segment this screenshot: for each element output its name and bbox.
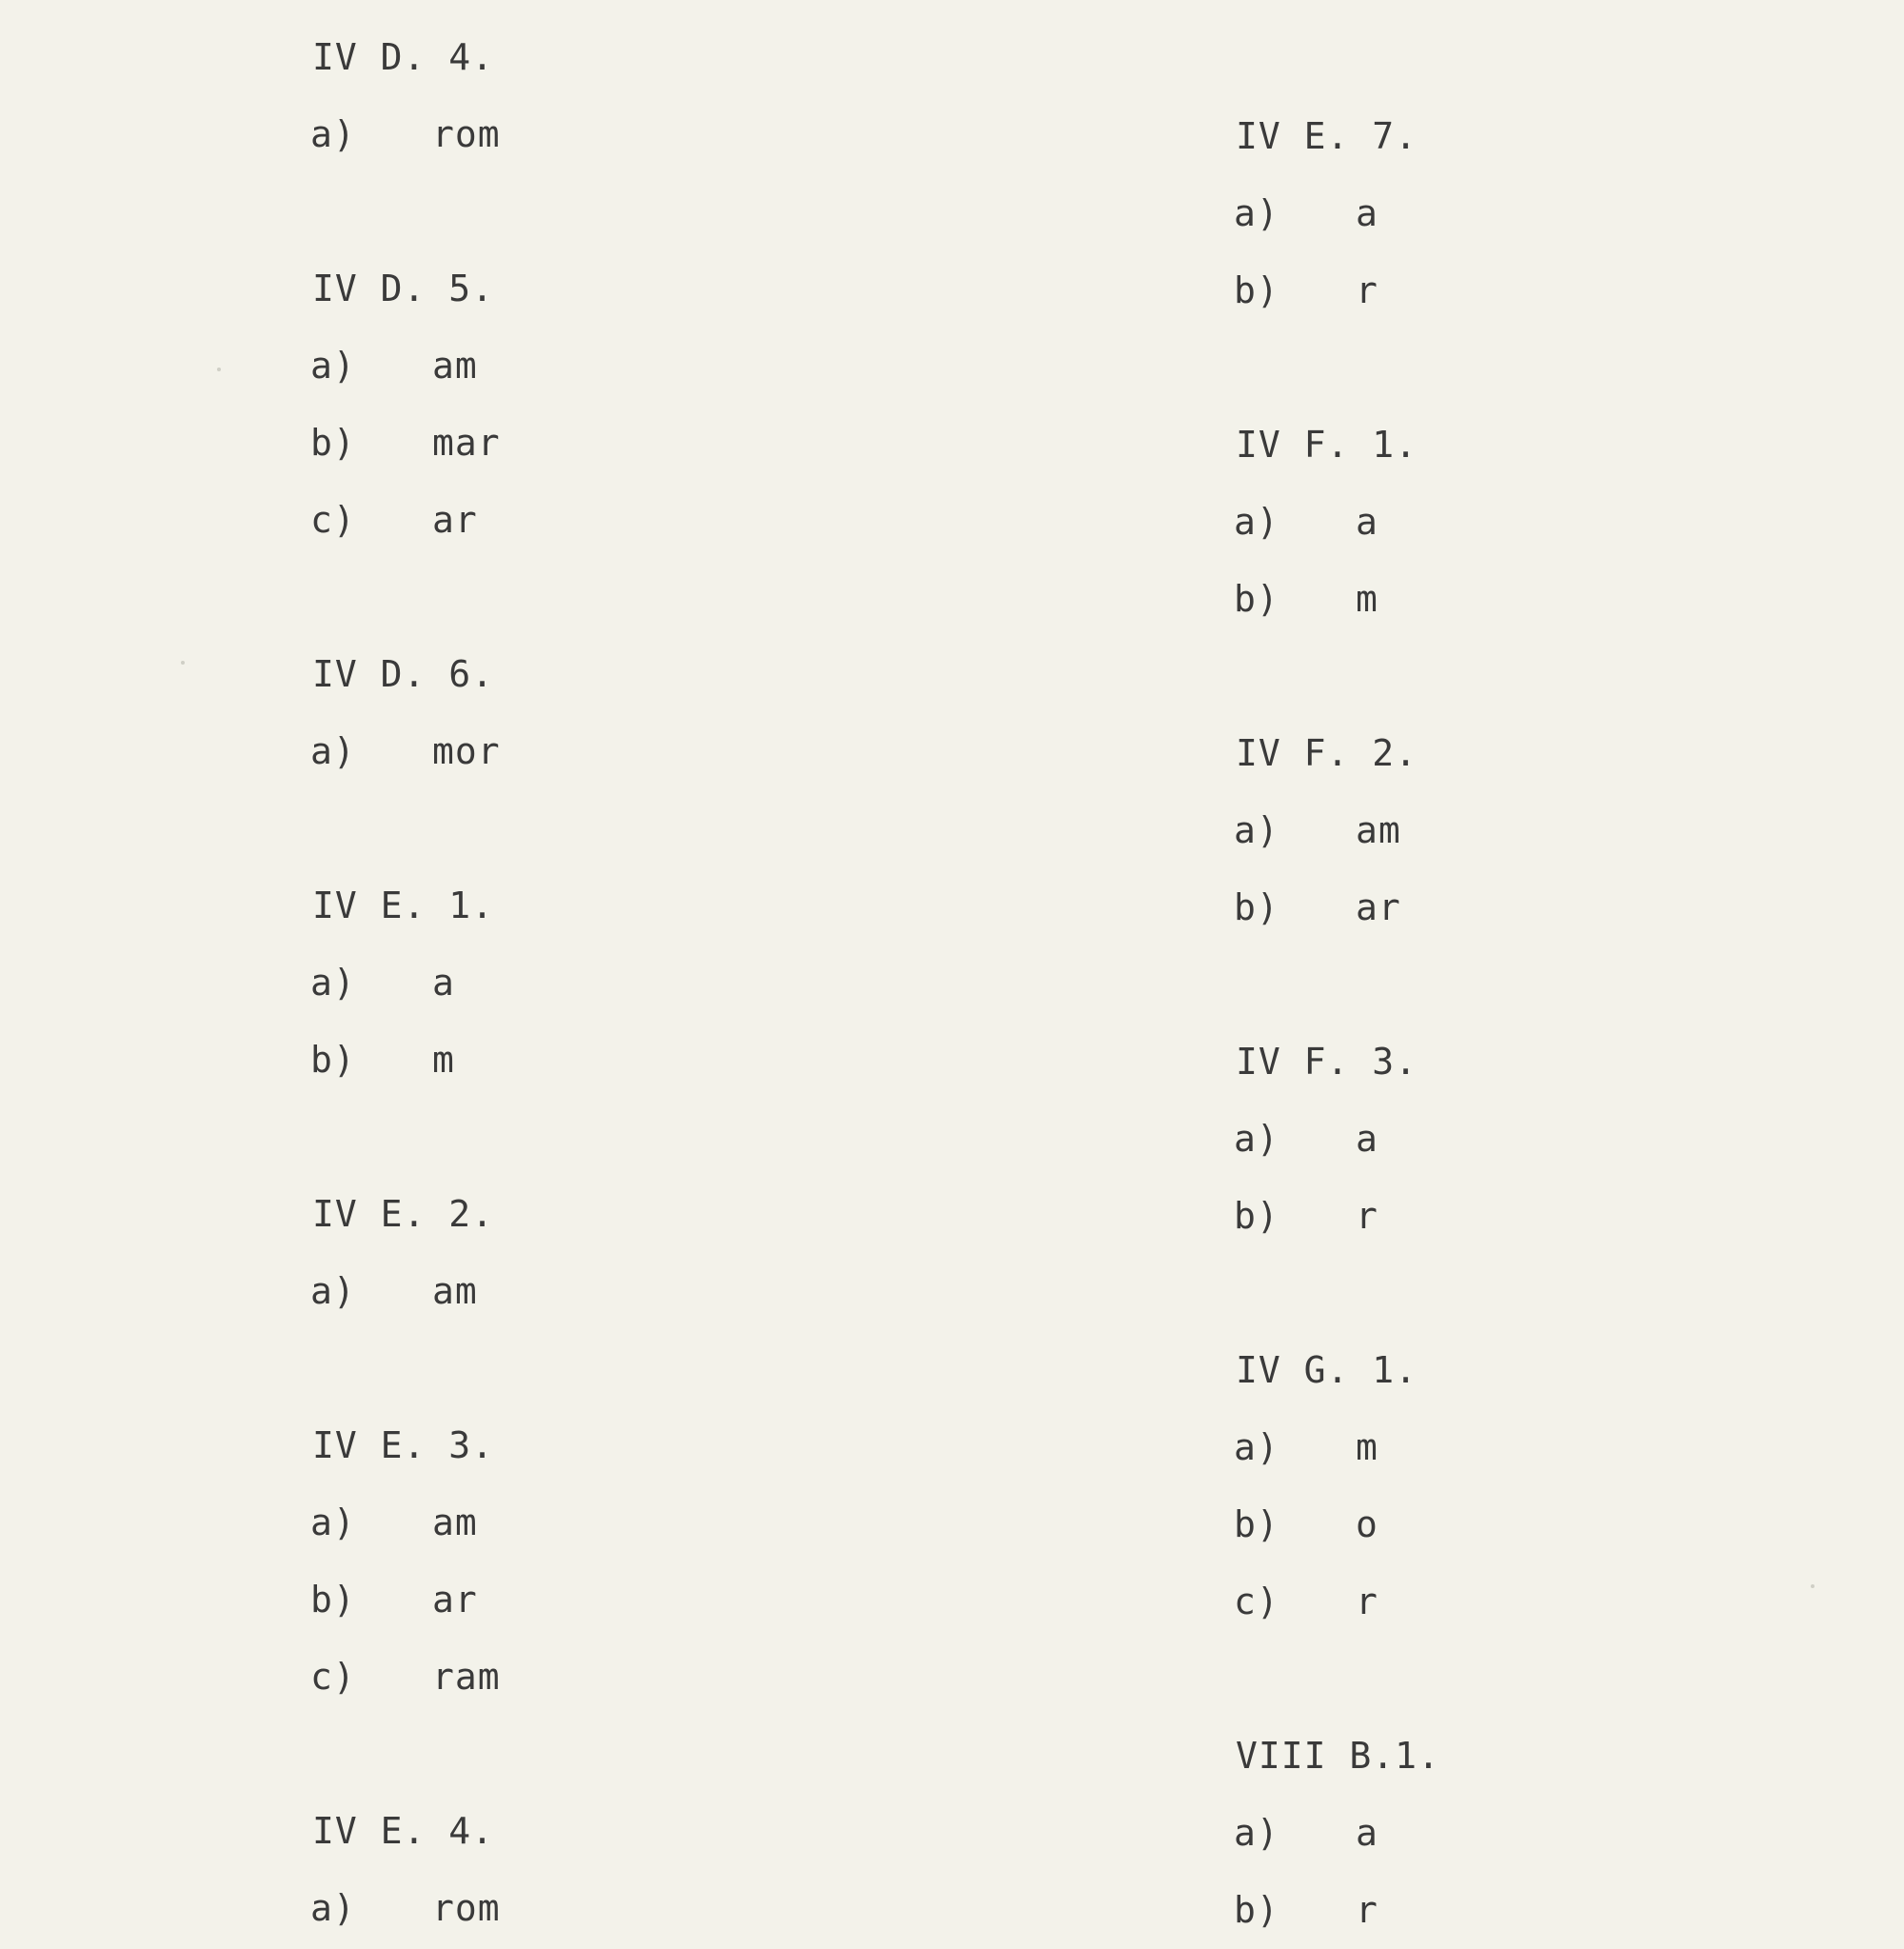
answer-item	[310, 1639, 501, 1716]
item-label: a)	[310, 962, 356, 1004]
section-heading: IV E. 1.	[312, 885, 495, 926]
section-heading: IV F. 2.	[1236, 732, 1418, 774]
item-label: a)	[310, 1502, 356, 1543]
item-value: r	[1356, 1889, 1378, 1931]
item-value: mor	[432, 730, 501, 772]
item-value: ar	[432, 499, 478, 541]
section-heading: IV F. 1.	[1236, 424, 1418, 466]
item-label: b)	[310, 1039, 356, 1081]
item-value: am	[432, 1502, 478, 1543]
paper-speck	[217, 368, 221, 371]
answer-section	[1234, 1332, 1440, 1641]
item-label: a)	[310, 113, 356, 155]
item-value: am	[432, 345, 478, 387]
item-value: ar	[432, 1579, 478, 1621]
answer-item	[1234, 1101, 1440, 1178]
item-value: rom	[432, 113, 501, 155]
item-value: a	[432, 962, 455, 1004]
item-label: b)	[1234, 269, 1279, 311]
item-label: a)	[310, 1887, 356, 1929]
item-value: m	[1356, 578, 1378, 620]
answer-section	[310, 19, 501, 173]
answer-item	[310, 1484, 501, 1561]
answer-section	[310, 636, 501, 790]
item-label: b)	[1234, 578, 1279, 620]
item-label: b)	[1234, 1889, 1279, 1931]
answer-item	[310, 405, 501, 482]
answer-item	[1234, 1178, 1440, 1255]
item-label: a)	[1234, 1118, 1279, 1160]
item-value: a	[1356, 192, 1378, 234]
answer-item	[310, 1870, 501, 1947]
item-value: ram	[432, 1656, 501, 1698]
answer-item	[310, 482, 501, 559]
answer-item	[310, 96, 501, 173]
answer-item	[1234, 1563, 1440, 1641]
section-heading: IV E. 2.	[312, 1193, 495, 1235]
section-heading: IV D. 6.	[312, 653, 495, 695]
item-value: a	[1356, 1118, 1378, 1160]
answer-item	[310, 1561, 501, 1639]
item-label: a)	[310, 730, 356, 772]
section-heading: IV D. 5.	[312, 268, 495, 309]
section-heading: IV E. 7.	[1236, 115, 1418, 157]
answer-item	[1234, 1872, 1440, 1949]
answer-section	[1234, 1024, 1440, 1255]
answer-section	[310, 250, 501, 559]
item-value: m	[432, 1039, 455, 1081]
paper-speck	[181, 661, 185, 665]
item-label: a)	[1234, 1812, 1279, 1854]
section-heading: IV E. 3.	[312, 1424, 495, 1466]
answer-section	[1234, 407, 1440, 638]
item-label: b)	[310, 422, 356, 464]
answer-section	[310, 867, 501, 1099]
item-value: a	[1356, 1812, 1378, 1854]
left-column	[310, 19, 501, 1947]
answer-item	[1234, 792, 1440, 869]
item-label: a)	[1234, 1426, 1279, 1468]
answer-item	[1234, 175, 1440, 252]
item-label: a)	[310, 1270, 356, 1312]
item-value: r	[1356, 269, 1378, 311]
item-label: a)	[1234, 809, 1279, 851]
section-heading: VIII B.1.	[1236, 1735, 1440, 1777]
item-label: c)	[310, 499, 356, 541]
item-value: a	[1356, 501, 1378, 543]
item-label: c)	[1234, 1581, 1279, 1622]
item-value: m	[1356, 1426, 1378, 1468]
item-label: b)	[1234, 886, 1279, 928]
item-value: r	[1356, 1195, 1378, 1237]
item-value: o	[1356, 1503, 1378, 1545]
answer-item	[1234, 252, 1440, 329]
answer-section	[1234, 98, 1440, 329]
item-value: am	[1356, 809, 1401, 851]
section-heading: IV E. 4.	[312, 1810, 495, 1852]
answer-item	[1234, 1486, 1440, 1563]
answer-item	[1234, 1795, 1440, 1872]
item-value: rom	[432, 1887, 501, 1929]
answer-section	[1234, 715, 1440, 946]
item-value: ar	[1356, 886, 1401, 928]
item-label: a)	[310, 345, 356, 387]
answer-item	[310, 1253, 501, 1330]
item-label: b)	[1234, 1503, 1279, 1545]
answer-item	[1234, 1409, 1440, 1486]
answer-item	[310, 713, 501, 790]
answer-item	[1234, 561, 1440, 638]
item-label: b)	[1234, 1195, 1279, 1237]
item-label: b)	[310, 1579, 356, 1621]
answer-item	[310, 1022, 501, 1099]
answer-section	[1234, 1718, 1440, 1949]
answer-item	[1234, 484, 1440, 561]
answer-section	[310, 1176, 501, 1330]
item-label: c)	[310, 1656, 356, 1698]
item-value: am	[432, 1270, 478, 1312]
answer-item	[310, 945, 501, 1022]
answer-section	[310, 1793, 501, 1947]
section-heading: IV F. 3.	[1236, 1041, 1418, 1083]
item-label: a)	[1234, 192, 1279, 234]
right-column	[1234, 98, 1440, 1949]
answer-item	[1234, 869, 1440, 946]
section-heading: IV D. 4.	[312, 36, 495, 78]
item-label: a)	[1234, 501, 1279, 543]
answer-item	[310, 328, 501, 405]
answer-section	[310, 1407, 501, 1716]
item-value: r	[1356, 1581, 1378, 1622]
item-value: mar	[432, 422, 501, 464]
section-heading: IV G. 1.	[1236, 1349, 1418, 1391]
paper-speck	[1811, 1584, 1815, 1588]
